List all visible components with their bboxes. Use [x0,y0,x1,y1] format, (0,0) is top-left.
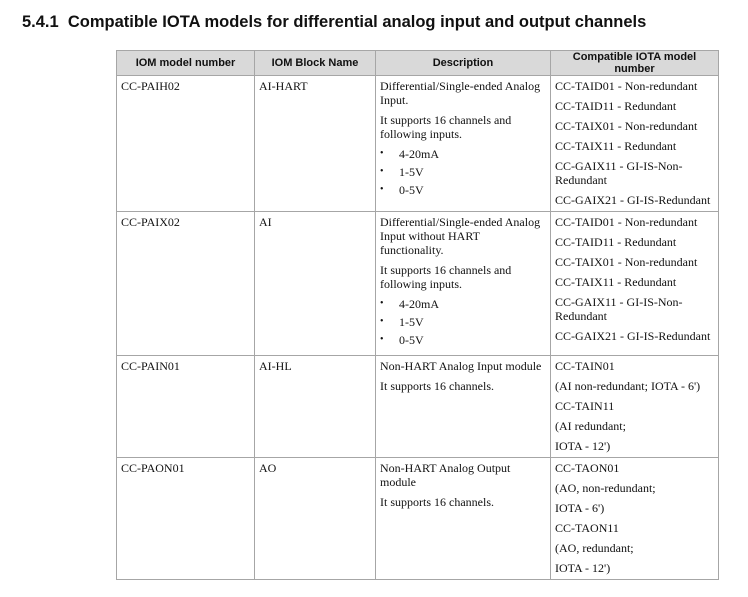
compat-item: CC-TAON01 [555,461,620,475]
iota-compatibility-table [116,50,719,580]
cell-description [376,458,551,580]
table-row [117,76,719,212]
compat-item: CC-TAIX11 - Redundant [555,275,677,289]
cell-block: AI-HART [255,76,376,212]
description-line: It supports 16 channels. [380,495,494,509]
compat-item: CC-TAON11 [555,521,619,535]
cell-compatible [551,76,719,212]
compat-item: CC-TAIX11 - Redundant [555,139,677,153]
cell-block: AO [255,458,376,580]
cell-compatible [551,458,719,580]
cell-description [376,356,551,458]
compat-item: (AO, non-redundant; [555,481,656,495]
section-title: Compatible IOTA models for differential analog input and output channels [67,13,647,31]
compat-item: (AI redundant; [555,419,626,433]
compat-item: CC-GAIX11 - GI-IS-Non-Redundant [555,295,683,323]
table-row [117,458,719,580]
header-iom-model: IOM model number [117,51,255,76]
compat-item: CC-TAIN01 [555,359,615,373]
cell-description [376,76,551,212]
list-item: • 4-20mA [380,297,546,311]
compat-item: CC-TAID11 - Redundant [555,99,677,113]
input-list [380,297,546,347]
header-block-name: IOM Block Name [255,51,376,76]
list-item: • 1-5V [380,165,546,179]
compat-item: CC-TAIX01 - Non-redundant [555,255,698,269]
description-line: Differential/Single-ended Analog Input without HART functionality. [380,215,541,257]
cell-compatible [551,356,719,458]
cell-model: CC-PAIN01 [117,356,255,458]
header-compatible-iota: Compatible IOTA model number [551,51,719,76]
list-item: • 0-5V [380,183,546,197]
compat-item: CC-TAID01 - Non-redundant [555,215,698,229]
compat-item: CC-TAIN11 [555,399,615,413]
description-line: Non-HART Analog Output module [380,461,511,489]
compat-item: IOTA - 12') [555,561,611,575]
description-line: Differential/Single-ended Analog Input. [380,79,541,107]
description-line: It supports 16 channels and following inputs. [380,263,512,291]
compat-item: CC-TAID11 - Redundant [555,235,677,249]
cell-description [376,212,551,356]
cell-block: AI-HL [255,356,376,458]
list-item: • 0-5V [380,333,546,347]
compat-item: (AI non-redundant; IOTA - 6') [555,379,701,393]
compat-item: CC-GAIX21 - GI-IS-Redundant [555,193,711,207]
cell-block: AI [255,212,376,356]
header-description: Description [376,51,551,76]
cell-model: CC-PAON01 [117,458,255,580]
compat-item: CC-TAIX01 - Non-redundant [555,119,698,133]
header-row [117,51,719,76]
compat-item: CC-GAIX21 - GI-IS-Redundant [555,329,711,343]
description-line: It supports 16 channels and following inputs. [380,113,512,141]
input-list [380,147,546,197]
description-line: Non-HART Analog Input module [380,359,542,373]
compat-item: IOTA - 12') [555,439,611,453]
list-item: • 1-5V [380,315,546,329]
section-heading [22,13,646,32]
compat-item: CC-GAIX11 - GI-IS-Non-Redundant [555,159,683,187]
compat-item: IOTA - 6') [555,501,605,515]
description-line: It supports 16 channels. [380,379,494,393]
list-item: • 4-20mA [380,147,546,161]
compat-item: CC-TAID01 - Non-redundant [555,79,698,93]
section-number: 5.4.1 [22,13,59,31]
cell-model: CC-PAIH02 [117,76,255,212]
compat-item: (AO, redundant; [555,541,634,555]
cell-compatible [551,212,719,356]
cell-model: CC-PAIX02 [117,212,255,356]
table-row [117,212,719,356]
table-row [117,356,719,458]
